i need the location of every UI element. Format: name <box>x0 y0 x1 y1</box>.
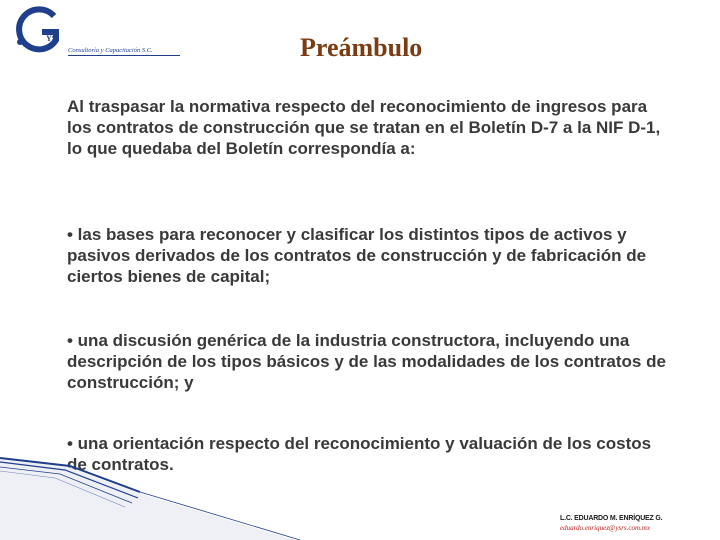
logo-underline <box>68 55 180 56</box>
logo-initials: YS <box>46 34 57 43</box>
bullet-item-1: • las bases para reconocer y clasificar los distintos tipos de activos y pasivos derivados de los contratos de construcción y de fabricación de ciertos bienes de capital; <box>67 225 647 286</box>
author-name: L.C. EDUARDO M. ENRÍQUEZ G. <box>560 515 663 522</box>
slide-title: Preámbulo <box>300 33 423 62</box>
logo-company-name: Consultoría y Capacitación S.C. <box>68 47 153 54</box>
logo-g-mark-icon <box>12 6 72 54</box>
intro-paragraph: Al traspasar la normativa respecto del reconocimiento de ingresos para los contratos de construcción que se tratan en el Boletín D-7 a la NIF D-1, lo que quedaba del Boletín correspondía a: <box>67 97 661 158</box>
author-email: eduardo.enriquez@ysrs.com.mx <box>560 524 650 532</box>
company-logo <box>12 6 177 62</box>
bullet-item-2: • una discusión genérica de la industria constructora, incluyendo una descripción de los tipos básicos y de las modalidades de los contratos de construcción; y <box>67 331 666 392</box>
author-signature <box>560 515 662 532</box>
bullet-item-3: • una orientación respecto del reconocimiento y valuación de los costos de contratos. <box>67 434 652 474</box>
